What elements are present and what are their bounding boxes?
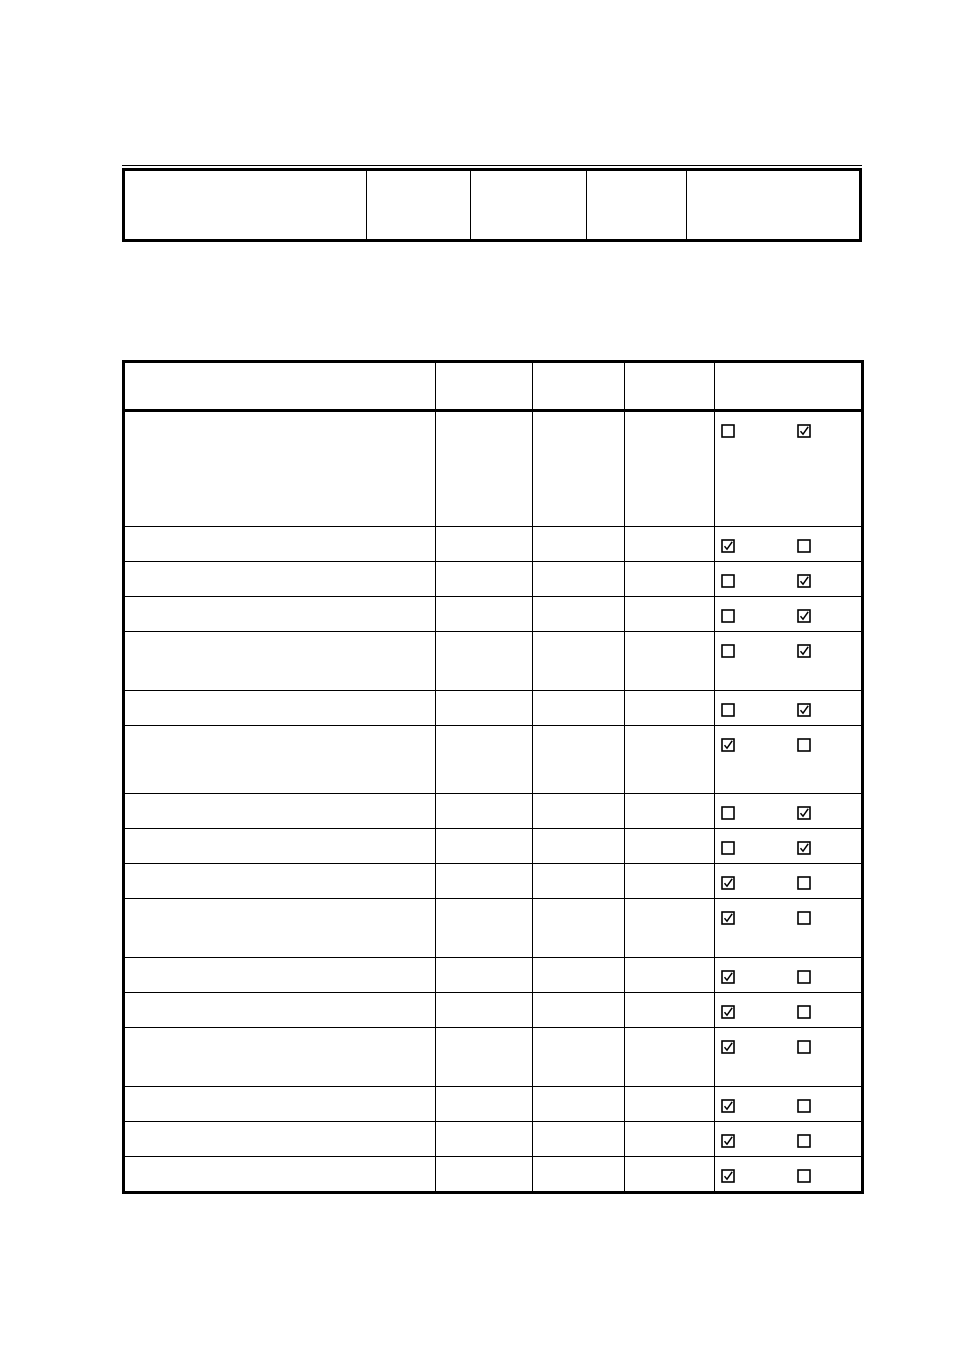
table-cell (533, 411, 625, 527)
table-cell (533, 632, 625, 691)
table-row (124, 527, 863, 562)
table-cell (436, 562, 533, 597)
table-cell (124, 597, 436, 632)
table-cell (533, 691, 625, 726)
table-cell (436, 632, 533, 691)
column-header (625, 362, 715, 411)
checked-box-icon[interactable] (797, 574, 811, 588)
checkbox-group (715, 958, 861, 992)
checkbox-cell (715, 411, 863, 527)
table-cell (436, 829, 533, 864)
checked-box-icon[interactable] (721, 738, 735, 752)
checked-box-icon[interactable] (721, 1099, 735, 1113)
table-cell (625, 829, 715, 864)
checkbox-cell (715, 794, 863, 829)
table-cell (124, 1122, 436, 1157)
table-cell (436, 1157, 533, 1193)
checked-box-icon[interactable] (797, 609, 811, 623)
table-cell (533, 562, 625, 597)
table-row (124, 726, 863, 794)
table-cell (625, 1087, 715, 1122)
empty-box-icon[interactable] (721, 424, 735, 438)
empty-box-icon[interactable] (797, 1099, 811, 1113)
empty-box-icon[interactable] (797, 539, 811, 553)
checkbox-cell (715, 562, 863, 597)
table-cell (625, 726, 715, 794)
table-cell (436, 899, 533, 958)
checkbox-cell (715, 632, 863, 691)
empty-box-icon[interactable] (721, 806, 735, 820)
table-cell (625, 691, 715, 726)
table-cell (124, 899, 436, 958)
checkbox-group (715, 562, 861, 596)
checked-box-icon[interactable] (721, 911, 735, 925)
table-cell (124, 1157, 436, 1193)
table-cell (124, 1087, 436, 1122)
column-header (715, 362, 863, 411)
checkbox-cell (715, 726, 863, 794)
table-cell (436, 1087, 533, 1122)
checkbox-group (715, 794, 861, 828)
checkbox-group (715, 864, 861, 898)
table-row (124, 691, 863, 726)
table-cell (533, 993, 625, 1028)
table-cell (124, 562, 436, 597)
checkbox-cell (715, 691, 863, 726)
empty-box-icon[interactable] (721, 841, 735, 855)
checkbox-cell (715, 1087, 863, 1122)
checkbox-group (715, 1157, 861, 1191)
table-cell (533, 864, 625, 899)
empty-box-icon[interactable] (797, 1040, 811, 1054)
checked-box-icon[interactable] (721, 970, 735, 984)
table-cell (436, 1028, 533, 1087)
table-cell (124, 527, 436, 562)
table-cell (436, 993, 533, 1028)
checked-box-icon[interactable] (721, 1040, 735, 1054)
table-cell (124, 726, 436, 794)
column-header (436, 362, 533, 411)
table-cell (625, 597, 715, 632)
table-cell (625, 899, 715, 958)
checked-box-icon[interactable] (721, 1169, 735, 1183)
checkbox-group (715, 597, 861, 631)
empty-box-icon[interactable] (721, 703, 735, 717)
checkbox-cell (715, 1122, 863, 1157)
checkbox-cell (715, 1028, 863, 1087)
table-cell (533, 597, 625, 632)
table-cell (625, 411, 715, 527)
empty-box-icon[interactable] (797, 738, 811, 752)
table-cell (625, 794, 715, 829)
checkbox-group (715, 993, 861, 1027)
table-cell (625, 864, 715, 899)
table-cell (625, 1028, 715, 1087)
header-table-row (124, 170, 861, 241)
checkbox-group (715, 829, 861, 863)
table-cell (533, 1087, 625, 1122)
table-row (124, 829, 863, 864)
checked-box-icon[interactable] (797, 806, 811, 820)
table-cell (436, 597, 533, 632)
table-row (124, 632, 863, 691)
table-cell (436, 864, 533, 899)
column-header (533, 362, 625, 411)
table-cell (533, 1028, 625, 1087)
table-cell (625, 1122, 715, 1157)
table-cell (533, 1157, 625, 1193)
checkbox-group (715, 1087, 861, 1121)
table-row (124, 1157, 863, 1193)
header-cell-5 (687, 170, 861, 241)
empty-box-icon[interactable] (721, 644, 735, 658)
table-row (124, 958, 863, 993)
table-cell (124, 958, 436, 993)
header-table (122, 168, 862, 242)
empty-box-icon[interactable] (797, 970, 811, 984)
table-cell (124, 993, 436, 1028)
table-cell (124, 829, 436, 864)
checkbox-group (715, 412, 861, 526)
checkbox-group (715, 899, 861, 957)
table-cell (533, 527, 625, 562)
table-cell (124, 1028, 436, 1087)
table-cell (533, 899, 625, 958)
checkbox-cell (715, 864, 863, 899)
checkbox-cell (715, 829, 863, 864)
checked-box-icon[interactable] (721, 1134, 735, 1148)
table-cell (436, 691, 533, 726)
checkbox-group (715, 1028, 861, 1086)
checked-box-icon[interactable] (721, 539, 735, 553)
table-row (124, 794, 863, 829)
table-row (124, 1028, 863, 1087)
checklist-table (122, 360, 864, 1194)
table-cell (124, 632, 436, 691)
header-cell-3 (471, 170, 587, 241)
table-row (124, 1087, 863, 1122)
table-cell (124, 794, 436, 829)
table-cell (533, 829, 625, 864)
top-rule (122, 165, 862, 166)
table-row (124, 899, 863, 958)
empty-box-icon[interactable] (797, 1169, 811, 1183)
checkbox-group (715, 726, 861, 793)
table-cell (625, 958, 715, 993)
empty-box-icon[interactable] (797, 1005, 811, 1019)
table-cell (436, 726, 533, 794)
table-cell (625, 632, 715, 691)
table-cell (533, 958, 625, 993)
table-cell (533, 1122, 625, 1157)
table-row (124, 597, 863, 632)
table-cell (436, 794, 533, 829)
table-row (124, 864, 863, 899)
empty-box-icon[interactable] (797, 876, 811, 890)
table-cell (436, 1122, 533, 1157)
checkbox-group (715, 1122, 861, 1156)
empty-box-icon[interactable] (721, 609, 735, 623)
table-cell (625, 993, 715, 1028)
checked-box-icon[interactable] (797, 424, 811, 438)
header-cell-4 (587, 170, 687, 241)
checkbox-group (715, 691, 861, 725)
checkbox-cell (715, 527, 863, 562)
checked-box-icon[interactable] (797, 644, 811, 658)
checked-box-icon[interactable] (797, 841, 811, 855)
header-cell-1 (124, 170, 367, 241)
table-header-row (124, 362, 863, 411)
checkbox-group (715, 632, 861, 690)
table-cell (436, 527, 533, 562)
checkbox-cell (715, 958, 863, 993)
table-row (124, 1122, 863, 1157)
table-cell (436, 958, 533, 993)
table-cell (625, 527, 715, 562)
empty-box-icon[interactable] (797, 911, 811, 925)
empty-box-icon[interactable] (721, 574, 735, 588)
table-cell (124, 864, 436, 899)
table-cell (625, 562, 715, 597)
checked-box-icon[interactable] (721, 876, 735, 890)
table-cell (625, 1157, 715, 1193)
table-cell (436, 411, 533, 527)
checkbox-cell (715, 597, 863, 632)
checkbox-cell (715, 993, 863, 1028)
table-cell (533, 726, 625, 794)
table-cell (124, 411, 436, 527)
empty-box-icon[interactable] (797, 1134, 811, 1148)
checkbox-cell (715, 1157, 863, 1193)
table-row (124, 993, 863, 1028)
table-row (124, 411, 863, 527)
checked-box-icon[interactable] (797, 703, 811, 717)
table-cell (533, 794, 625, 829)
table-row (124, 562, 863, 597)
table-cell (124, 691, 436, 726)
header-cell-2 (367, 170, 471, 241)
checkbox-group (715, 527, 861, 561)
column-header (124, 362, 436, 411)
checked-box-icon[interactable] (721, 1005, 735, 1019)
checkbox-cell (715, 899, 863, 958)
